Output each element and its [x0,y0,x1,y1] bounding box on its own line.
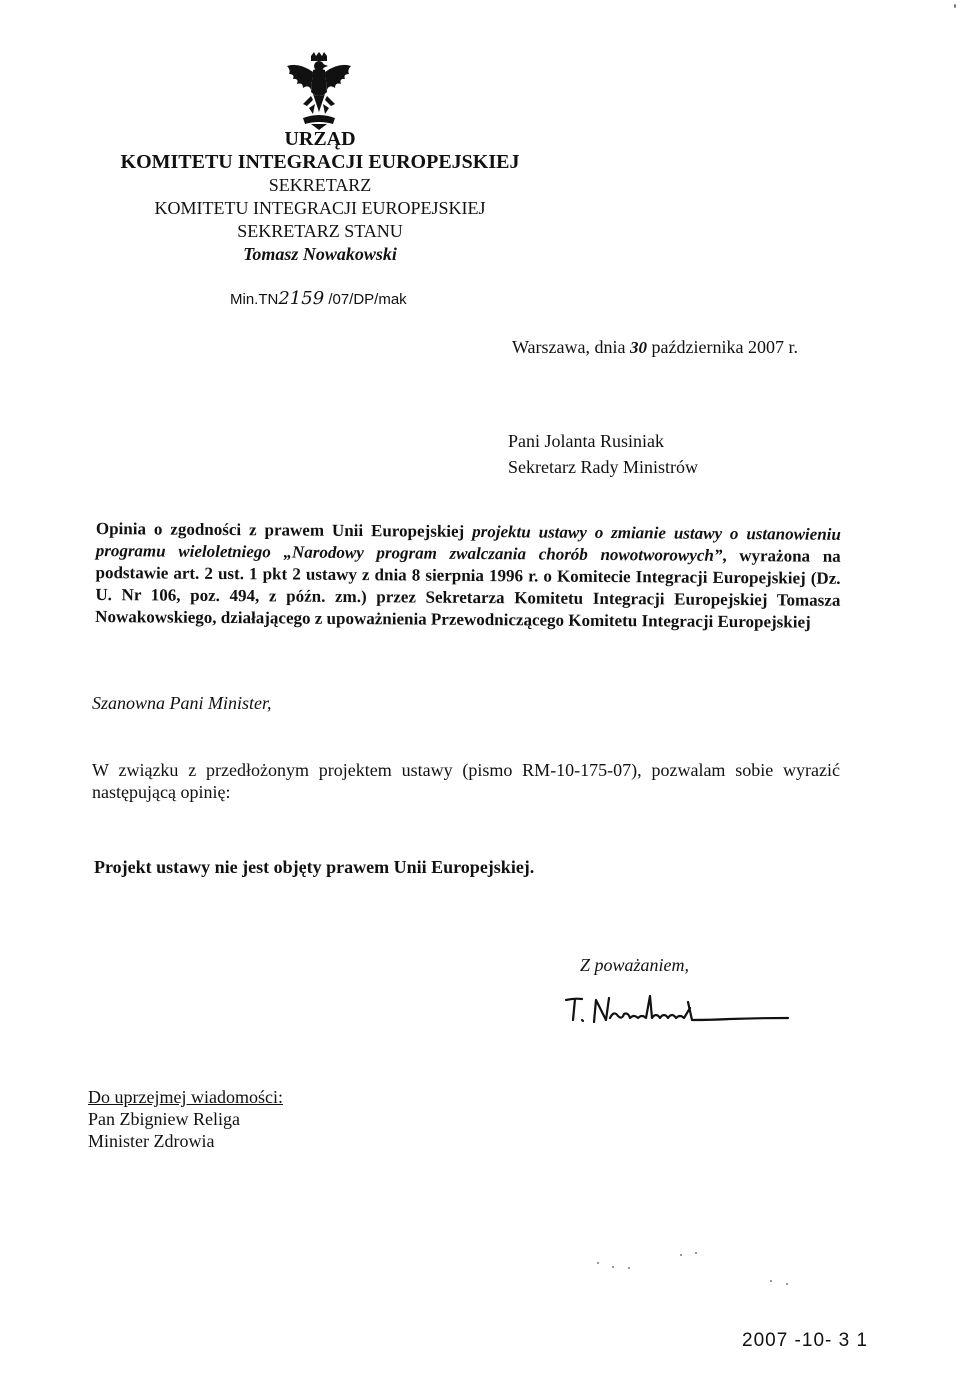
date-day: 30 [630,338,647,357]
scan-speck [770,1280,772,1282]
date-suffix: października 2007 r. [647,337,798,357]
scan-speck [954,4,956,8]
reference-number [230,288,407,309]
subject-part-1: Opinia o zgodności z prawem Unii Europejskiej [95,518,473,541]
role-line-1: SEKRETARZ [268,175,372,195]
role-line-3: SEKRETARZ STANU [237,221,403,241]
addressee [508,428,698,480]
body-paragraph: W związku z przedłożonym projektem ustawy (pismo RM-10-175-07), pozwalam sobie wyrazić następującą opinię: [92,760,840,802]
role-line-2: KOMITETU INTEGRACJI EUROPEJSKIEJ [154,198,486,218]
reference-handwritten-number: 2159 [278,288,325,309]
cc-block [88,1086,283,1152]
salutation: Szanowna Pani Minister, [92,693,272,713]
eagle-emblem-icon [283,52,355,130]
subject-part-2: , wyrażona na podstawie art. 2 ust. 1 pkt 2 ustawy z dnia 8 sierpnia 1996 r. o Komitecie Integracji Europejskiej (Dz. U. Nr 106, poz. 494, z późn. zm.) przez Sekretarza Komitetu Integracji Europejskiej Tomasza Nowakowskiego, działającego z upoważnienia Przewodniczącego Komitetu Integracji Europejskiej [95,545,841,632]
conclusion: Projekt ustawy nie jest objęty prawem Unii Europejskiej. [94,857,535,877]
scan-speck [597,1262,599,1264]
committee-title: KOMITETU INTEGRACJI EUROPEJSKIEJ [120,151,520,173]
scan-speck [695,1252,697,1254]
subject-italic: projektu ustawy o zmianie ustawy o ustanowieniu programu wieloletniego „Narodowy program zwalczania chorób nowotworowych” [95,521,841,565]
letter-date [512,337,798,358]
addressee-name: Pani Jolanta Rusiniak [508,431,664,451]
addressee-title: Sekretarz Rady Ministrów [508,457,698,477]
sender-name: Tomasz Nowakowski [243,244,397,264]
cc-heading: Do uprzejmej wiadomości: [88,1087,283,1107]
scan-speck [680,1254,682,1256]
date-prefix: Warszawa, dnia [512,337,630,357]
reference-suffix: /07/DP/mak [324,291,407,308]
cc-title: Minister Zdrowia [88,1131,215,1151]
cc-name: Pan Zbigniew Religa [88,1109,240,1129]
office-title: URZĄD [284,128,356,150]
closing: Z poważaniem, [580,955,690,975]
scan-speck [786,1283,788,1285]
handwritten-signature-icon [560,990,810,1040]
reference-prefix: Min.TN [230,291,279,308]
scan-speck [612,1266,614,1268]
received-date-stamp: 2007 -10- 3 1 [742,1330,869,1351]
scan-speck [628,1267,630,1269]
subject-paragraph [95,518,841,634]
